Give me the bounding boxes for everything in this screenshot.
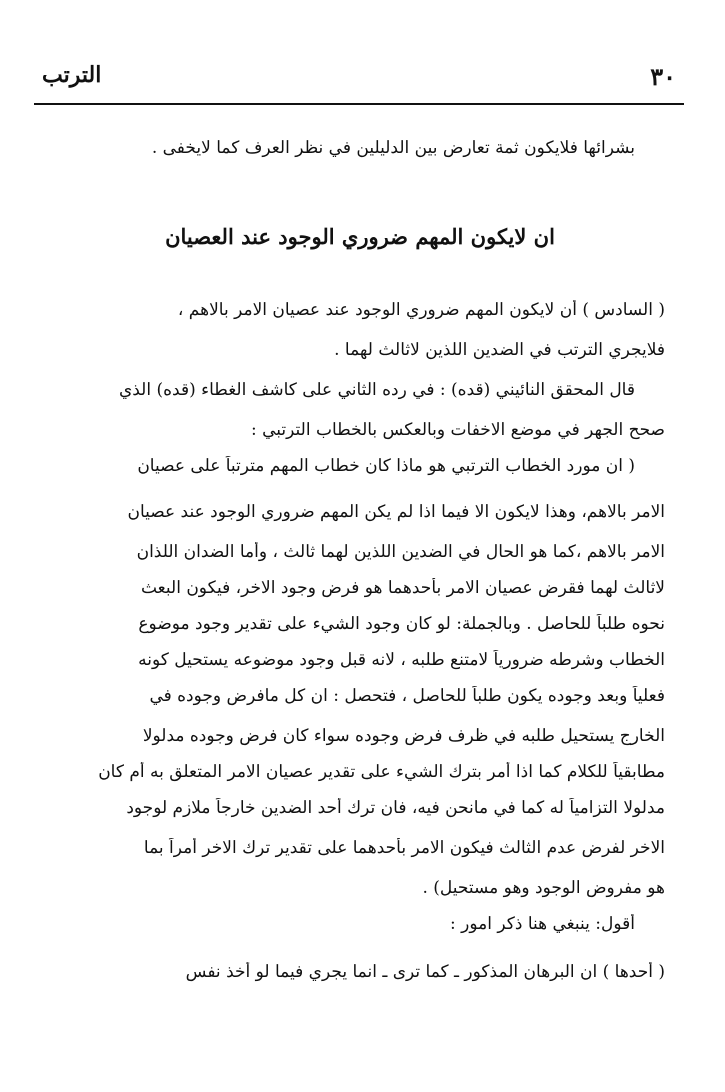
text-line-3: ( السادس ) أن لايكون المهم ضروري الوجود عند عصيان الامر بالاهم ،: [177, 300, 665, 320]
text-line-17: الاخر لفرض عدم الثالث فيكون الامر بأحدهما على تقدير ترك الاخر أمراً بما: [143, 838, 665, 858]
text-line-16: مدلولا التزامياً له كما في مانحن فيه، فان ترك أحد الضدين خارجاً ملازم لوجود: [126, 798, 665, 818]
section-title: ان لايكون المهم ضروري الوجود عند العصيان: [165, 224, 555, 249]
text-line-7: ( ان مورد الخطاب الترتبي هو ماذا كان خطاب المهم مترتباً على عصيان: [137, 456, 635, 476]
text-line-5: قال المحقق النائيني (قده) : في رده الثاني على كاشف الغطاء (قده) الذي: [118, 380, 635, 400]
page-header: [34, 60, 684, 100]
running-head: الترتب: [42, 62, 102, 88]
text-line-4: فلايجري الترتب في الضدين اللذين لاثالث لهما .: [334, 340, 665, 360]
text-line-18: هو مفروض الوجود وهو مستحيل) .: [422, 878, 665, 898]
text-line-11: نحوه طلباً للحاصل . وبالجملة: لو كان وجود الشيء على تقدير وجود موضوع: [138, 614, 665, 634]
header-rule: [34, 103, 684, 105]
text-line-9: الامر بالاهم ،كما هو الحال في الضدين اللذين لهما ثالث ، وأما الضدان اللذان: [136, 542, 665, 562]
text-line-13: فعلياً وبعد وجوده يكون طلباً للحاصل ، فتحصل : ان كل مافرض وجوده في: [149, 686, 665, 706]
text-line-15: مطابقياً للكلام كما اذا أمر بترك الشيء على تقدير عصيان الامر المتعلق به أم كان: [98, 762, 665, 782]
text-line-10: لاثالث لهما فقرض عصيان الامر بأحدهما هو فرض وجود الاخر، فيكون البعث: [140, 578, 665, 598]
text-line-19: أقول: ينبغي هنا ذكر امور :: [450, 914, 635, 934]
text-line-8: الامر بالاهم، وهذا لايكون الا فيما اذا لم يكن المهم ضروري الوجود عند عصيان: [127, 502, 665, 522]
text-line-12: الخطاب وشرطه ضرورياً لامتنع طلبه ، لانه قبل وجود موضوعه يستحيل كونه: [138, 650, 665, 670]
text-line-1: بشرائها فلايكون ثمة تعارض بين الدليلين في نظر العرف كما لايخفى .: [151, 138, 635, 158]
text-line-6: صحح الجهر في موضع الاخفات وبالعكس بالخطاب الترتبي :: [250, 420, 665, 440]
text-line-14: الخارج يستحيل طلبه في ظرف فرض وجوده سواء كان فرض وجوده مدلولا: [142, 726, 665, 746]
page-number: ٣٠: [650, 62, 676, 91]
text-line-20: ( أحدها ) ان البرهان المذكور ـ كما ترى ـ انما يجري فيما لو أخذ نفس: [185, 962, 665, 982]
